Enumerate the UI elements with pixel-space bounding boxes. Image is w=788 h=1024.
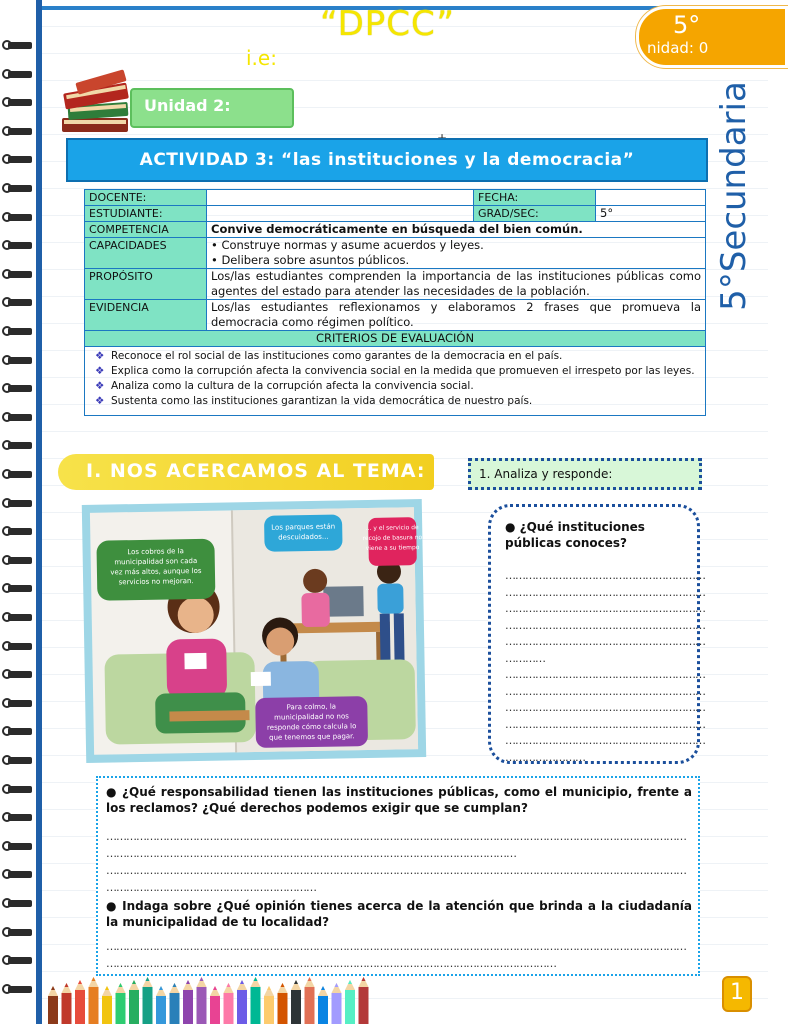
school-title: “DPCC”: [320, 4, 455, 44]
answer-line[interactable]: …………: [505, 651, 545, 665]
estudiante-label: ESTUDIANTE:: [85, 206, 207, 222]
answer-line[interactable]: ……………………………………………………: [505, 585, 705, 599]
pencil: [116, 983, 126, 1024]
criterio-text: Analiza como la cultura de la corrupción afecta la convivencia social.: [111, 380, 474, 392]
svg-text:Los parques están: Los parques están: [271, 522, 336, 532]
answer-line[interactable]: …………………………………………………………………………………………………………………………………………………………: [106, 864, 686, 877]
criterios-list: [85, 347, 706, 416]
fecha-field[interactable]: [596, 190, 706, 206]
activity-banner: [66, 138, 708, 182]
question-text: ● ¿Qué instituciones públicas conoces?: [505, 520, 645, 550]
grade-unit-text: nidad: 0: [647, 39, 709, 57]
pencil: [75, 980, 85, 1024]
answer-line[interactable]: ……………………………………………………: [505, 569, 705, 582]
books-icon: [58, 72, 136, 142]
pencil: [345, 980, 355, 1024]
page-number: 1: [730, 980, 744, 1005]
question-1-text: ● ¿Qué responsabilidad tienen las instituciones públicas, como el municipio, frente a los reclamos? ¿Qué derechos podemos exigir que se cumplan?: [106, 785, 692, 815]
section-title: I. NOS ACERCAMOS AL TEMA:: [86, 460, 426, 482]
unidad-label: Unidad 2:: [144, 96, 231, 115]
pencil: [89, 977, 99, 1024]
activity-title: ACTIVIDAD 3: “las instituciones y la democracia”: [139, 150, 635, 170]
proposito-label: PROPÓSITO: [85, 269, 207, 300]
svg-text:servicios no mejoran.: servicios no mejoran.: [118, 577, 194, 587]
pencil: [183, 980, 193, 1024]
answer-line[interactable]: ……………………………………………………: [505, 668, 705, 681]
list-item: [95, 364, 701, 379]
pencil: [278, 983, 288, 1024]
svg-text:Los cobros de la: Los cobros de la: [127, 547, 184, 557]
spiral-ring: [2, 869, 32, 879]
pencil: [129, 980, 139, 1024]
svg-text:... y el servicio de: ... y el servicio de: [365, 524, 419, 533]
pencil: [143, 977, 153, 1024]
vertical-grade-text: 5°Secundaria: [714, 81, 754, 311]
spiral-ring: [2, 898, 32, 908]
list-item: • Delibera sobre asuntos públicos.: [211, 253, 410, 267]
section-title-banner: [58, 454, 434, 490]
pencil: [237, 980, 247, 1024]
answer-line[interactable]: ………………………………………………………: [106, 881, 316, 894]
spiral-ring: [2, 183, 32, 193]
table-row: [85, 190, 706, 206]
table-row: [85, 347, 706, 416]
spiral-ring: [2, 212, 32, 222]
spiral-ring: [2, 583, 32, 593]
pencil: [332, 983, 342, 1024]
answer-line[interactable]: ………………………………………………………………………………………………………………………: [106, 957, 556, 970]
docente-field[interactable]: [207, 190, 474, 206]
table-row: [85, 300, 706, 331]
spiral-ring: [2, 526, 32, 536]
pencil: [305, 977, 315, 1024]
bottom-question-box: [96, 776, 700, 976]
evidencia-value: Los/las estudiantes reflexionamos y elaboramos 2 frases que promueva la democracia como régimen político.: [207, 300, 706, 331]
spiral-ring: [2, 641, 32, 651]
spiral-ring: [2, 612, 32, 622]
capacidades-list: [207, 238, 706, 269]
pencil: [251, 977, 261, 1024]
competencia-value: Convive democráticamente en búsqueda del bien común.: [207, 222, 706, 238]
spiral-ring: [2, 69, 32, 79]
spiral-ring: [2, 669, 32, 679]
table-row: [85, 238, 706, 269]
criterios-header: CRITERIOS DE EVALUACIÓN: [85, 331, 706, 347]
answer-line[interactable]: ……………………: [505, 750, 585, 764]
docente-label: DOCENTE:: [85, 190, 207, 206]
pencil: [318, 986, 328, 1024]
pencil: [291, 980, 301, 1024]
pencil: [156, 986, 166, 1024]
pencil: [224, 983, 234, 1024]
svg-text:descuidados...: descuidados...: [278, 532, 329, 542]
diamond-bullet-icon: ❖: [95, 350, 105, 362]
estudiante-field[interactable]: [207, 206, 474, 222]
municipality-discussion-illustration: [82, 499, 426, 763]
spiral-ring: [2, 698, 32, 708]
spiral-ring: [2, 784, 32, 794]
spiral-ring: [2, 97, 32, 107]
spiral-ring: [2, 984, 32, 994]
list-item: [95, 349, 701, 364]
pencil: [264, 986, 274, 1024]
svg-text:recojo de basura no: recojo de basura no: [362, 534, 423, 543]
gradsec-label: GRAD/SEC:: [474, 206, 596, 222]
spiral-ring: [2, 841, 32, 851]
proposito-value: Los/las estudiantes comprenden la importancia de las instituciones públicas como agentes del estado para atender las necesidades de la población.: [207, 269, 706, 300]
diamond-bullet-icon: ❖: [95, 380, 105, 392]
left-blue-border: [36, 0, 42, 1024]
instruction-box: [468, 458, 702, 490]
question-box: [488, 504, 705, 764]
evidencia-label: EVIDENCIA: [85, 300, 207, 331]
answer-line[interactable]: ……………………………………………………………………………………………………………: [106, 847, 516, 860]
spiral-ring: [2, 469, 32, 479]
spiral-ring: [2, 755, 32, 765]
notebook-left-edge: [0, 0, 36, 1024]
table-row: [85, 222, 706, 238]
answer-line[interactable]: ……………………………………………………: [505, 701, 705, 714]
spiral-ring: [2, 498, 32, 508]
spiral-ring: [2, 326, 32, 336]
spiral-ring: [2, 726, 32, 736]
fecha-label: FECHA:: [474, 190, 596, 206]
instruction-text: 1. Analiza y responde:: [479, 467, 613, 481]
spiral-ring: [2, 440, 32, 450]
grade-number: 5°: [673, 11, 701, 39]
spiral-ring: [2, 955, 32, 965]
page-number-badge: [722, 976, 752, 1012]
answer-line[interactable]: ……………………………………………………: [505, 618, 705, 632]
pencil: [359, 977, 369, 1024]
svg-text:vez más altos, aunque los: vez más altos, aunque los: [110, 566, 202, 577]
question-2-text: ● Indaga sobre ¿Qué opinión tienes acerca de la atención que brinda a la ciudadanía la municipalidad de tu localidad?: [106, 899, 692, 929]
spiral-ring: [2, 927, 32, 937]
list-item: [95, 394, 701, 409]
spiral-ring: [2, 412, 32, 422]
svg-text:que tenemos que pagar.: que tenemos que pagar.: [269, 732, 355, 742]
spiral-ring: [2, 383, 32, 393]
spiral-ring: [2, 154, 32, 164]
pencil: [102, 986, 112, 1024]
answer-line[interactable]: …………………………………………………………………………………………………………………………………………………………: [106, 940, 686, 953]
unidad-box: [130, 88, 294, 128]
svg-text:viene a su tiempo: viene a su tiempo: [365, 544, 420, 553]
ie-label: i.e:: [246, 46, 277, 70]
table-row: [85, 269, 706, 300]
svg-text:municipalidad son cada: municipalidad son cada: [114, 556, 198, 567]
answer-line[interactable]: ……………………………………………………: [505, 602, 705, 615]
colored-pencils-icon: [44, 972, 374, 1024]
pencil: [62, 983, 72, 1024]
criterio-text: Explica como la corrupción afecta la convivencia social en la medida que promueven el irrespeto por las leyes.: [111, 365, 695, 377]
pencil: [197, 977, 207, 1024]
spiral-ring: [2, 297, 32, 307]
answer-line[interactable]: …………………………………………………………………………………………………………………………………………………………: [106, 830, 686, 843]
pencil: [210, 986, 220, 1024]
competencia-label: COMPETENCIA: [85, 222, 207, 238]
diamond-bullet-icon: ❖: [95, 395, 105, 407]
spiral-ring: [2, 355, 32, 365]
spiral-ring: [2, 269, 32, 279]
pencil: [48, 986, 58, 1024]
answer-line[interactable]: ……………………………………………………: [505, 684, 705, 698]
spiral-ring: [2, 126, 32, 136]
criterio-text: Reconoce el rol social de las instituciones como garantes de la democracia en el país.: [111, 350, 563, 362]
list-item: [95, 379, 701, 394]
table-row: [85, 206, 706, 222]
answer-line[interactable]: ……………………………………………………: [505, 635, 705, 648]
grade-badge: [636, 6, 788, 68]
capacidades-label: CAPACIDADES: [85, 238, 207, 269]
spiral-ring: [2, 40, 32, 50]
info-table: [84, 189, 706, 416]
pencil: [170, 983, 180, 1024]
diamond-bullet-icon: ❖: [95, 365, 105, 377]
spiral-ring: [2, 240, 32, 250]
criterio-text: Sustenta como las instituciones garantizan la vida democrática de nuestro país.: [111, 395, 533, 407]
answer-line[interactable]: ……………………………………………………: [505, 734, 705, 747]
gradsec-value[interactable]: 5°: [596, 206, 706, 222]
vertical-grade-title: [700, 80, 760, 320]
spiral-ring: [2, 555, 32, 565]
spiral-ring: [2, 812, 32, 822]
answer-line[interactable]: ……………………………………………………: [505, 717, 705, 731]
svg-text:responde cómo calcula lo: responde cómo calcula lo: [266, 722, 357, 732]
table-row: [85, 331, 706, 347]
svg-text:municipalidad no nos: municipalidad no nos: [274, 712, 349, 722]
list-item: • Construye normas y asume acuerdos y leyes.: [211, 238, 484, 252]
svg-text:Para colmo, la: Para colmo, la: [286, 702, 337, 712]
